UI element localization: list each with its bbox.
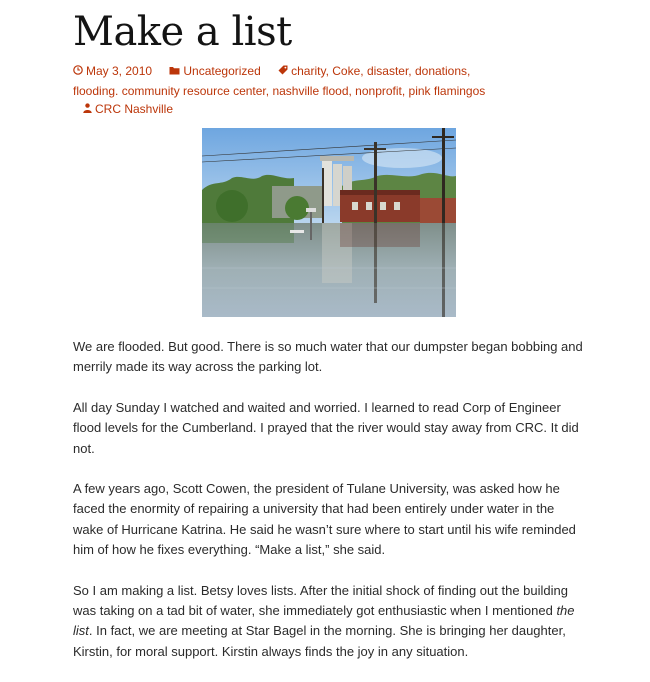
tag-link[interactable]: flooding. community resource center <box>73 84 266 98</box>
post-category[interactable] <box>169 64 264 78</box>
tag-link[interactable]: charity <box>291 64 326 78</box>
folder-icon <box>169 64 180 82</box>
post-author[interactable] <box>83 102 173 116</box>
tag-link[interactable]: Coke <box>332 64 361 78</box>
post-meta <box>73 62 573 120</box>
paragraph-3: A few years ago, Scott Cowen, the president of Tulane University, was asked how he faced the enormity of repairing a university that had been entirely under water in the wake of Hurricane Katrina. He said he wasn’t sure where to start until his wife reminded him of how he fixes everything. “Make a list,” she said. <box>73 481 576 558</box>
paragraph-2: All day Sunday I watched and waited and worried. I learned to read Corp of Engineer flood levels for the Cumberland. I prayed that the river would stay away from CRC. It did not. <box>73 399 579 456</box>
tag-link[interactable]: nonprofit <box>355 84 402 98</box>
tag-icon <box>278 64 288 82</box>
tag-list: charity, Coke, disaster, donations, flooding. community resource center, nashville flood, nonprofit, pink flamingos <box>73 64 486 98</box>
clock-icon <box>73 64 83 82</box>
post-category-link[interactable]: Uncategorized <box>183 64 261 78</box>
tag-link[interactable]: nashville flood <box>272 84 349 98</box>
tag-link[interactable]: disaster <box>366 64 409 78</box>
tag-link[interactable]: pink flamingos <box>408 84 486 98</box>
paragraph-4-start: So I am making a list. Betsy loves lists. After the initial shock of finding out the building was taking on a tad bit of water, she immediately got enthusiastic when I mentioned <box>73 582 568 619</box>
post-author-link[interactable]: CRC Nashville <box>95 102 174 116</box>
flood-photo <box>202 128 456 317</box>
paragraph-4 <box>73 581 588 663</box>
person-icon <box>83 102 92 120</box>
post-date[interactable] <box>73 64 155 78</box>
post-title: Make a list <box>73 9 292 55</box>
paragraph-4-end: . In fact, we are meeting at Star Bagel in the morning. She is bringing her daughter, Kirstin, for moral support. Kirstin always finds the joy in any situation. <box>73 623 566 659</box>
paragraph-4-emphasis: the list <box>73 603 575 639</box>
post-date-link[interactable]: May 3, 2010 <box>86 64 153 78</box>
tag-link[interactable]: donations <box>414 64 468 78</box>
post-content <box>73 337 588 682</box>
paragraph-1: We are flooded. But good. There is so much water that our dumpster began bobbing and merrily made its way across the parking lot. <box>73 339 583 375</box>
